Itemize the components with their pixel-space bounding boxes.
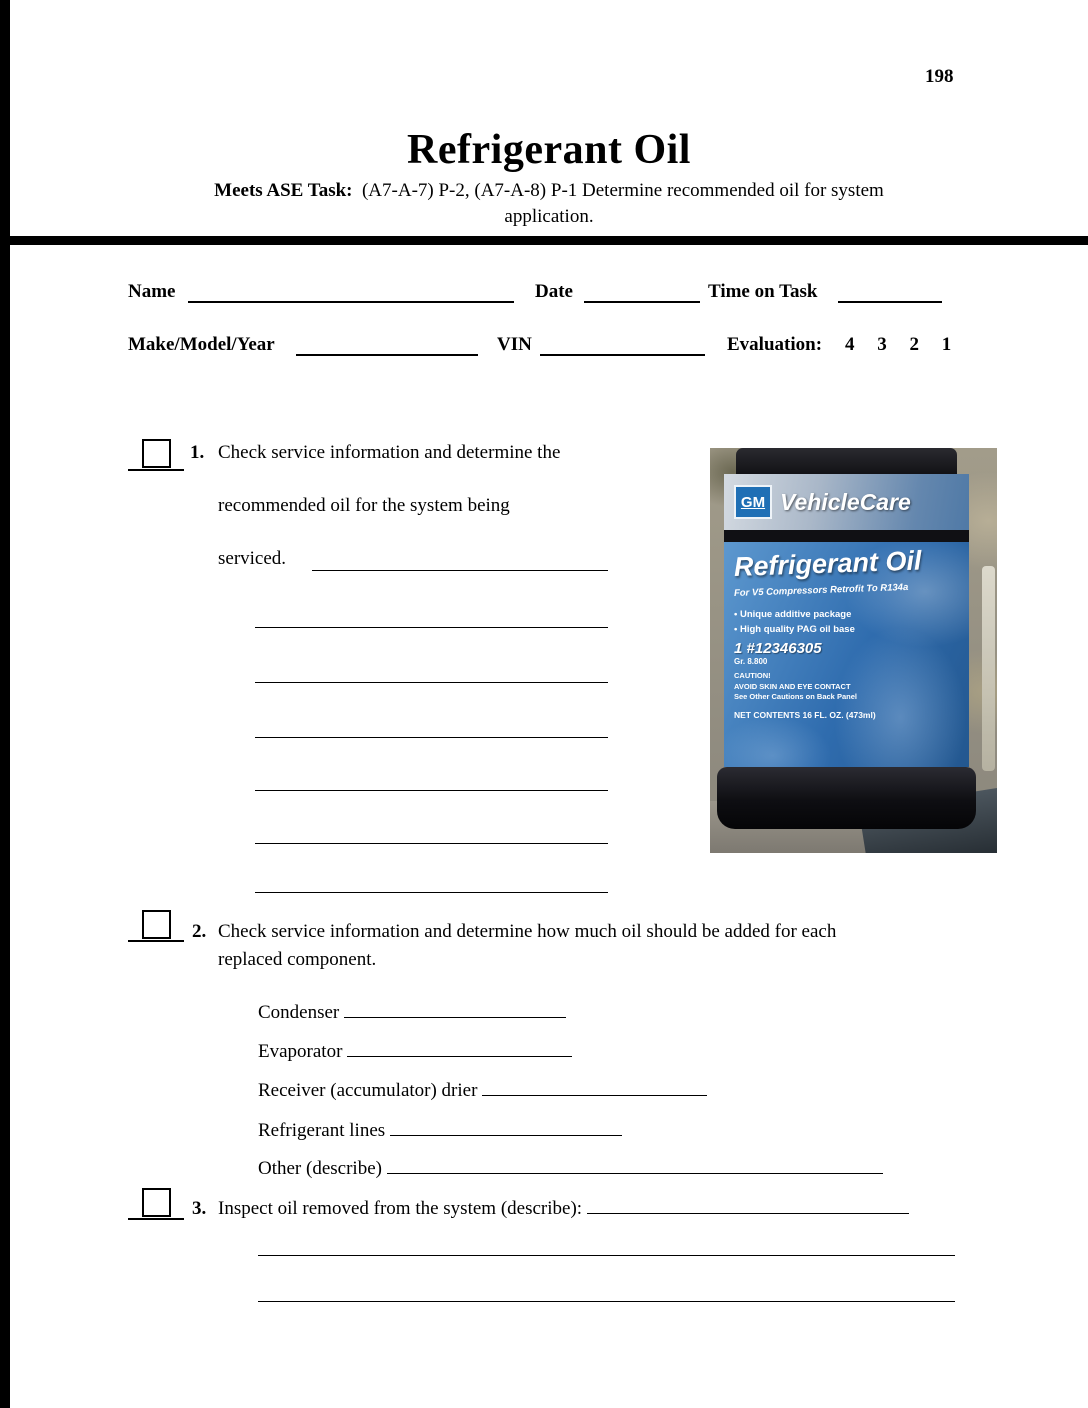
evaporator-blank[interactable] — [347, 1042, 572, 1057]
subitem-condenser — [258, 1002, 566, 1024]
date-label: Date — [535, 281, 573, 302]
item1-answer-blank-0[interactable] — [312, 570, 608, 571]
item2-text-line2: replaced component. — [218, 949, 377, 970]
item3-text — [218, 1198, 909, 1220]
item3-question: Inspect oil removed from the system (describe): — [218, 1198, 583, 1219]
bottle-shoulder — [724, 474, 969, 530]
item3-answer-blank-1[interactable] — [258, 1255, 955, 1256]
part-sub: Gr. 8.800 — [734, 657, 768, 667]
photo-background-object — [982, 566, 995, 771]
bottle-cap — [736, 448, 957, 474]
item3-checkbox[interactable] — [142, 1188, 171, 1217]
item2-text-line1: Check service information and determine how much oil should be added for each — [218, 921, 837, 942]
caution-line-2: AVOID SKIN AND EYE CONTACT — [734, 681, 851, 691]
item1-answer-blank-4[interactable] — [255, 790, 608, 791]
item1-answer-blank-3[interactable] — [255, 737, 608, 738]
gm-logo: GM — [734, 485, 772, 519]
left-border-bar — [0, 0, 10, 1408]
product-bullet-2: • High quality PAG oil base — [734, 623, 855, 635]
item2-checkbox[interactable] — [142, 910, 171, 939]
item1-answer-blank-6[interactable] — [255, 892, 608, 893]
part-number: 1 #12346305 — [734, 640, 822, 658]
condenser-label: Condenser — [258, 1002, 340, 1023]
other-label: Other (describe) — [258, 1158, 382, 1179]
brand-name: VehicleCare — [780, 488, 911, 515]
header-divider — [0, 236, 1088, 245]
item1-text-line3: serviced. — [218, 548, 287, 569]
subitem-other — [258, 1158, 883, 1180]
oil-bottle — [724, 448, 969, 829]
item1-answer-blank-1[interactable] — [255, 627, 608, 628]
caution-line-1: CAUTION! — [734, 671, 771, 681]
refrigerant-lines-label: Refrigerant lines — [258, 1120, 386, 1141]
vin-blank[interactable] — [540, 354, 705, 356]
time-on-task-label: Time on Task — [708, 281, 818, 302]
item1-number: 1. — [190, 442, 205, 463]
subitem-evaporator — [258, 1041, 572, 1063]
item3-number: 3. — [192, 1198, 207, 1219]
name-blank[interactable] — [188, 301, 514, 303]
evaluation-label: Evaluation: — [727, 334, 823, 355]
item1-answer-blank-2[interactable] — [255, 682, 608, 683]
make-model-year-blank[interactable] — [296, 354, 478, 356]
caution-text — [734, 671, 959, 703]
evaluation-values: 4 3 2 1 — [845, 334, 952, 355]
item2-number: 2. — [192, 921, 207, 942]
subitem-refrigerant-lines — [258, 1120, 622, 1142]
product-bullets — [734, 608, 959, 637]
refrigerant-lines-blank[interactable] — [390, 1121, 622, 1136]
item1-answer-blank-5[interactable] — [255, 843, 608, 844]
item2-checkbox-line — [128, 908, 184, 942]
product-subtitle: For V5 Compressors Retrofit To R134a — [733, 581, 909, 599]
receiver-drier-blank[interactable] — [482, 1081, 707, 1096]
vin-label: VIN — [497, 334, 532, 355]
product-bullet-1: • Unique additive package — [734, 609, 852, 620]
ase-task-text: (A7-A-7) P-2, (A7-A-8) P-1 Determine recommended oil for system — [361, 180, 884, 201]
date-blank[interactable] — [584, 301, 700, 303]
item1-text-line2: recommended oil for the system being — [218, 495, 510, 516]
make-model-year-label: Make/Model/Year — [128, 334, 275, 355]
label-black-band — [724, 530, 969, 542]
evaporator-label: Evaporator — [258, 1041, 343, 1062]
page-number: 198 — [925, 66, 954, 87]
net-contents: NET CONTENTS 16 FL. OZ. (473ml) — [734, 709, 876, 720]
name-label: Name — [128, 281, 176, 302]
item3-answer-blank-2[interactable] — [258, 1301, 955, 1302]
receiver-drier-label: Receiver (accumulator) drier — [258, 1080, 478, 1101]
bottle-label — [724, 542, 969, 767]
item1-checkbox-line — [128, 437, 184, 471]
page-title: Refrigerant Oil — [407, 127, 691, 173]
item1-text-line1: Check service information and determine the — [218, 442, 561, 463]
item3-inline-blank[interactable] — [587, 1199, 909, 1214]
time-on-task-blank[interactable] — [838, 301, 942, 303]
ase-task-label: Meets ASE Task: — [214, 180, 353, 201]
other-blank[interactable] — [387, 1159, 883, 1174]
item3-checkbox-line — [128, 1186, 184, 1220]
product-photo — [710, 448, 997, 853]
product-name: Refrigerant Oil — [733, 545, 922, 582]
bottle-base — [717, 767, 976, 829]
item1-checkbox[interactable] — [142, 439, 171, 468]
subitem-receiver-drier — [258, 1080, 707, 1102]
condenser-blank[interactable] — [344, 1003, 566, 1018]
ase-task-line — [10, 180, 1088, 202]
ase-task-line2: application. — [504, 206, 594, 227]
caution-line-3: See Other Cautions on Back Panel — [734, 692, 857, 702]
